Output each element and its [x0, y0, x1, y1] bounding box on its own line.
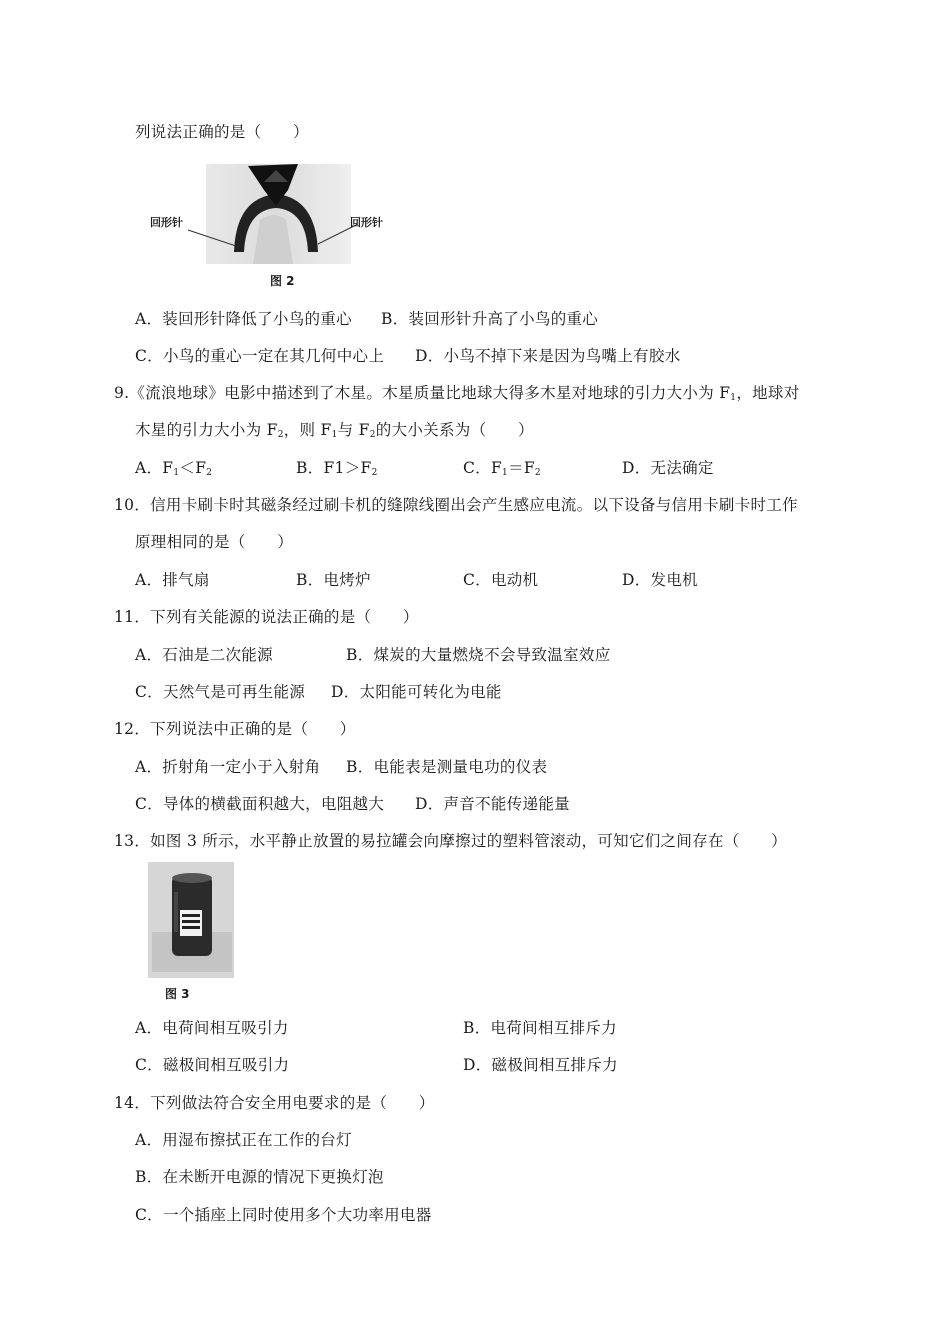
q9-text: ＜F	[179, 459, 207, 477]
can-image	[148, 862, 234, 978]
q9-sub: 2	[206, 468, 213, 478]
q13-option-c: C．磁极间相互吸引力	[135, 1056, 290, 1074]
q14-option-c: C．一个插座上同时使用多个大功率用电器	[135, 1206, 432, 1224]
q11-option-d: D．太阳能可转化为电能	[331, 683, 502, 701]
q9-text: 与 F	[337, 421, 370, 439]
q9-text: 9.《流浪地球》电影中描述到了木星。木星质量比地球大得多木星对地球的引力大小为 F	[114, 384, 731, 402]
q10-option-a: A．排气扇	[135, 571, 210, 589]
q9-sub: 1	[173, 468, 180, 478]
q13-option-a: A．电荷间相互吸引力	[135, 1019, 289, 1037]
q9-option-b	[296, 458, 378, 483]
q9-text: C．F	[463, 459, 503, 477]
q12-option-b: B．电能表是测量电功的仪表	[346, 758, 548, 776]
figure-3-can-photo	[148, 862, 234, 978]
q8-option-c: C．小鸟的重心一定在其几何中心上	[135, 347, 385, 365]
q13-stem: 13．如图 3 所示，水平静止放置的易拉罐会向摩擦过的塑料管滚动，可知它们之间存在（ ）	[114, 832, 787, 850]
q9-text: A．F	[135, 459, 174, 477]
figure-2-label-right: 回形针	[350, 216, 383, 229]
q14-option-a: A．用湿布擦拭正在工作的台灯	[135, 1131, 352, 1149]
q9-option-d: D．无法确定	[622, 459, 714, 477]
q9-stem-line1	[114, 383, 800, 408]
q8-option-d: D．小鸟不掉下来是因为鸟嘴上有胶水	[415, 347, 681, 365]
figure-2-caption: 图 2	[270, 274, 295, 288]
q9-sub: 2	[277, 430, 284, 440]
q9-sub: 2	[371, 468, 378, 478]
q13-option-b: B．电荷间相互排斥力	[463, 1019, 617, 1037]
q9-text: ，则 F	[283, 421, 332, 439]
q9-sub: 1	[730, 393, 737, 403]
q8-option-b: B．装回形针升高了小鸟的重心	[381, 310, 599, 328]
figure-3-caption: 图 3	[165, 987, 190, 1001]
q9-text: 的大小关系为（ ）	[375, 421, 534, 439]
q12-option-d: D．声音不能传递能量	[415, 795, 570, 813]
q12-option-c: C．导体的横截面积越大，电阻越大	[135, 795, 385, 813]
q8-stem-tail: 列说法正确的是（ ）	[135, 123, 309, 141]
q9-text: B．F1＞F	[296, 459, 372, 477]
q10-stem-line1: 10．信用卡刷卡时其磁条经过刷卡机的缝隙线圈出会产生感应电流。以下设备与信用卡刷卡时工作	[114, 496, 798, 514]
q9-stem-line2	[135, 420, 534, 445]
q9-text: ＝F	[508, 459, 535, 477]
q9-text: 木星的引力大小为 F	[135, 421, 278, 439]
q8-option-a: A．装回形针降低了小鸟的重心	[135, 310, 352, 328]
q9-sub: 2	[369, 430, 376, 440]
q9-sub: 1	[331, 430, 338, 440]
q9-option-c	[463, 458, 541, 483]
q9-option-a	[135, 458, 212, 483]
figure-2-label-left: 回形针	[150, 216, 183, 229]
q11-option-a: A．石油是二次能源	[135, 646, 273, 664]
q9-text: ，地球对	[736, 384, 800, 402]
q11-stem: 11．下列有关能源的说法正确的是（ ）	[114, 608, 419, 626]
q10-stem-line2: 原理相同的是（ ）	[135, 533, 294, 551]
q9-sub: 1	[502, 468, 509, 478]
q11-option-c: C．天然气是可再生能源	[135, 683, 306, 701]
q12-stem: 12．下列说法中正确的是（ ）	[114, 720, 356, 738]
q10-option-c: C．电动机	[463, 571, 539, 589]
q10-option-b: B．电烤炉	[296, 571, 371, 589]
q13-option-d: D．磁极间相互排斥力	[463, 1056, 618, 1074]
q14-option-b: B．在未断开电源的情况下更换灯泡	[135, 1168, 384, 1186]
q14-stem: 14．下列做法符合安全用电要求的是（ ）	[114, 1094, 435, 1112]
q11-option-b: B．煤炭的大量燃烧不会导致温室效应	[346, 646, 611, 664]
q10-option-d: D．发电机	[622, 571, 698, 589]
q12-option-a: A．折射角一定小于入射角	[135, 758, 321, 776]
q9-sub: 2	[534, 468, 541, 478]
